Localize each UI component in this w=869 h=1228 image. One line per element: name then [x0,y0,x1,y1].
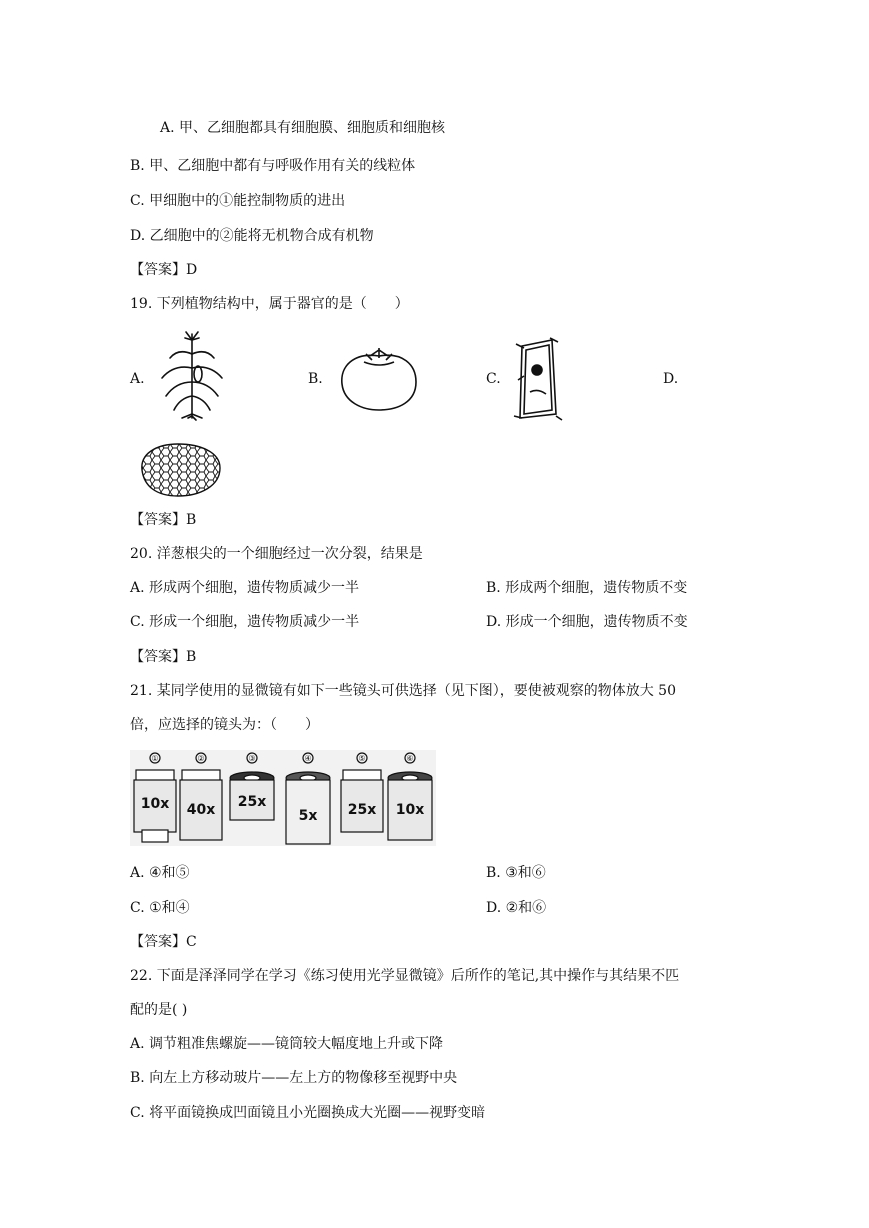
lens-3-number: ③ [248,754,256,763]
q20-answer: 【答案】B [130,649,197,665]
q20-option-d: D. 形成一个细胞，遗传物质不变 [486,614,688,630]
q19-answer: 【答案】B [130,512,197,528]
lens-image [130,750,436,846]
q22-option-c: C. 将平面镜换成凹面镜且小光圈换成大光圈——视野变暗 [130,1105,486,1121]
q21-option-a: A. ④和⑤ [130,865,190,881]
q22-option-b: B. 向左上方移动玻片——左上方的物像移至视野中央 [130,1070,458,1086]
lens-3-mag: 25x [237,794,267,810]
q20-stem: 20. 洋葱根尖的一个细胞经过一次分裂，结果是 [130,546,423,562]
q18-answer: 【答案】D [130,262,198,278]
q21-option-c: C. ①和④ [130,900,190,916]
tomato-image [334,344,424,414]
corn-plant-image [152,330,232,422]
lens-6-mag: 10x [395,802,425,818]
q21-stem-line2: 倍，应选择的镜头为：（ ） [130,717,319,733]
q22-option-a: A. 调节粗准焦螺旋——镜筒较大幅度地上升或下降 [130,1036,444,1052]
q21-option-d: D. ②和⑥ [486,900,547,916]
lens-1-mag: 10x [140,796,170,812]
lens-2-number: ② [197,754,205,763]
q20-option-b: B. 形成两个细胞，遗传物质不变 [486,580,688,596]
q20-option-a: A. 形成两个细胞，遗传物质减少一半 [130,580,360,596]
lens-4-number: ④ [304,754,312,763]
q19-label-c: C. [486,371,501,387]
q19-label-a: A. [130,371,145,387]
q19-label-d: D. [663,371,679,387]
q19-label-b: B. [308,371,323,387]
q18-option-d: D. 乙细胞中的②能将无机物合成有机物 [130,228,374,244]
plant-tissue-image [134,440,224,498]
lens-5-mag: 25x [347,802,377,818]
lens-2-mag: 40x [186,802,216,818]
lens-5-number: ⑤ [358,754,366,763]
q21-stem-line1: 21. 某同学使用的显微镜有如下一些镜头可供选择（见下图），要使被观察的物体放大 50 [130,683,676,699]
lens-drawing [130,750,436,846]
q22-stem-line1: 22. 下面是泽泽同学在学习《练习使用光学显微镜》后所作的笔记,其中操作与其结果不匹 [130,968,680,984]
lens-4-mag: 5x [298,808,318,824]
lens-6-number: ⑥ [406,754,414,763]
q21-option-b: B. ③和⑥ [486,865,546,881]
q18-option-c: C. 甲细胞中的①能控制物质的进出 [130,193,346,209]
q20-option-c: C. 形成一个细胞，遗传物质减少一半 [130,614,360,630]
plant-cell-image [512,336,564,422]
lens-1-number: ① [151,754,159,763]
q18-option-b: B. 甲、乙细胞中都有与呼吸作用有关的线粒体 [130,158,416,174]
q18-option-a: A. 甲、乙细胞都具有细胞膜、细胞质和细胞核 [160,120,446,136]
q22-stem-line2: 配的是( ) [130,1002,188,1018]
q21-answer: 【答案】C [130,934,197,950]
q19-stem: 19. 下列植物结构中，属于器官的是（ ） [130,296,409,312]
